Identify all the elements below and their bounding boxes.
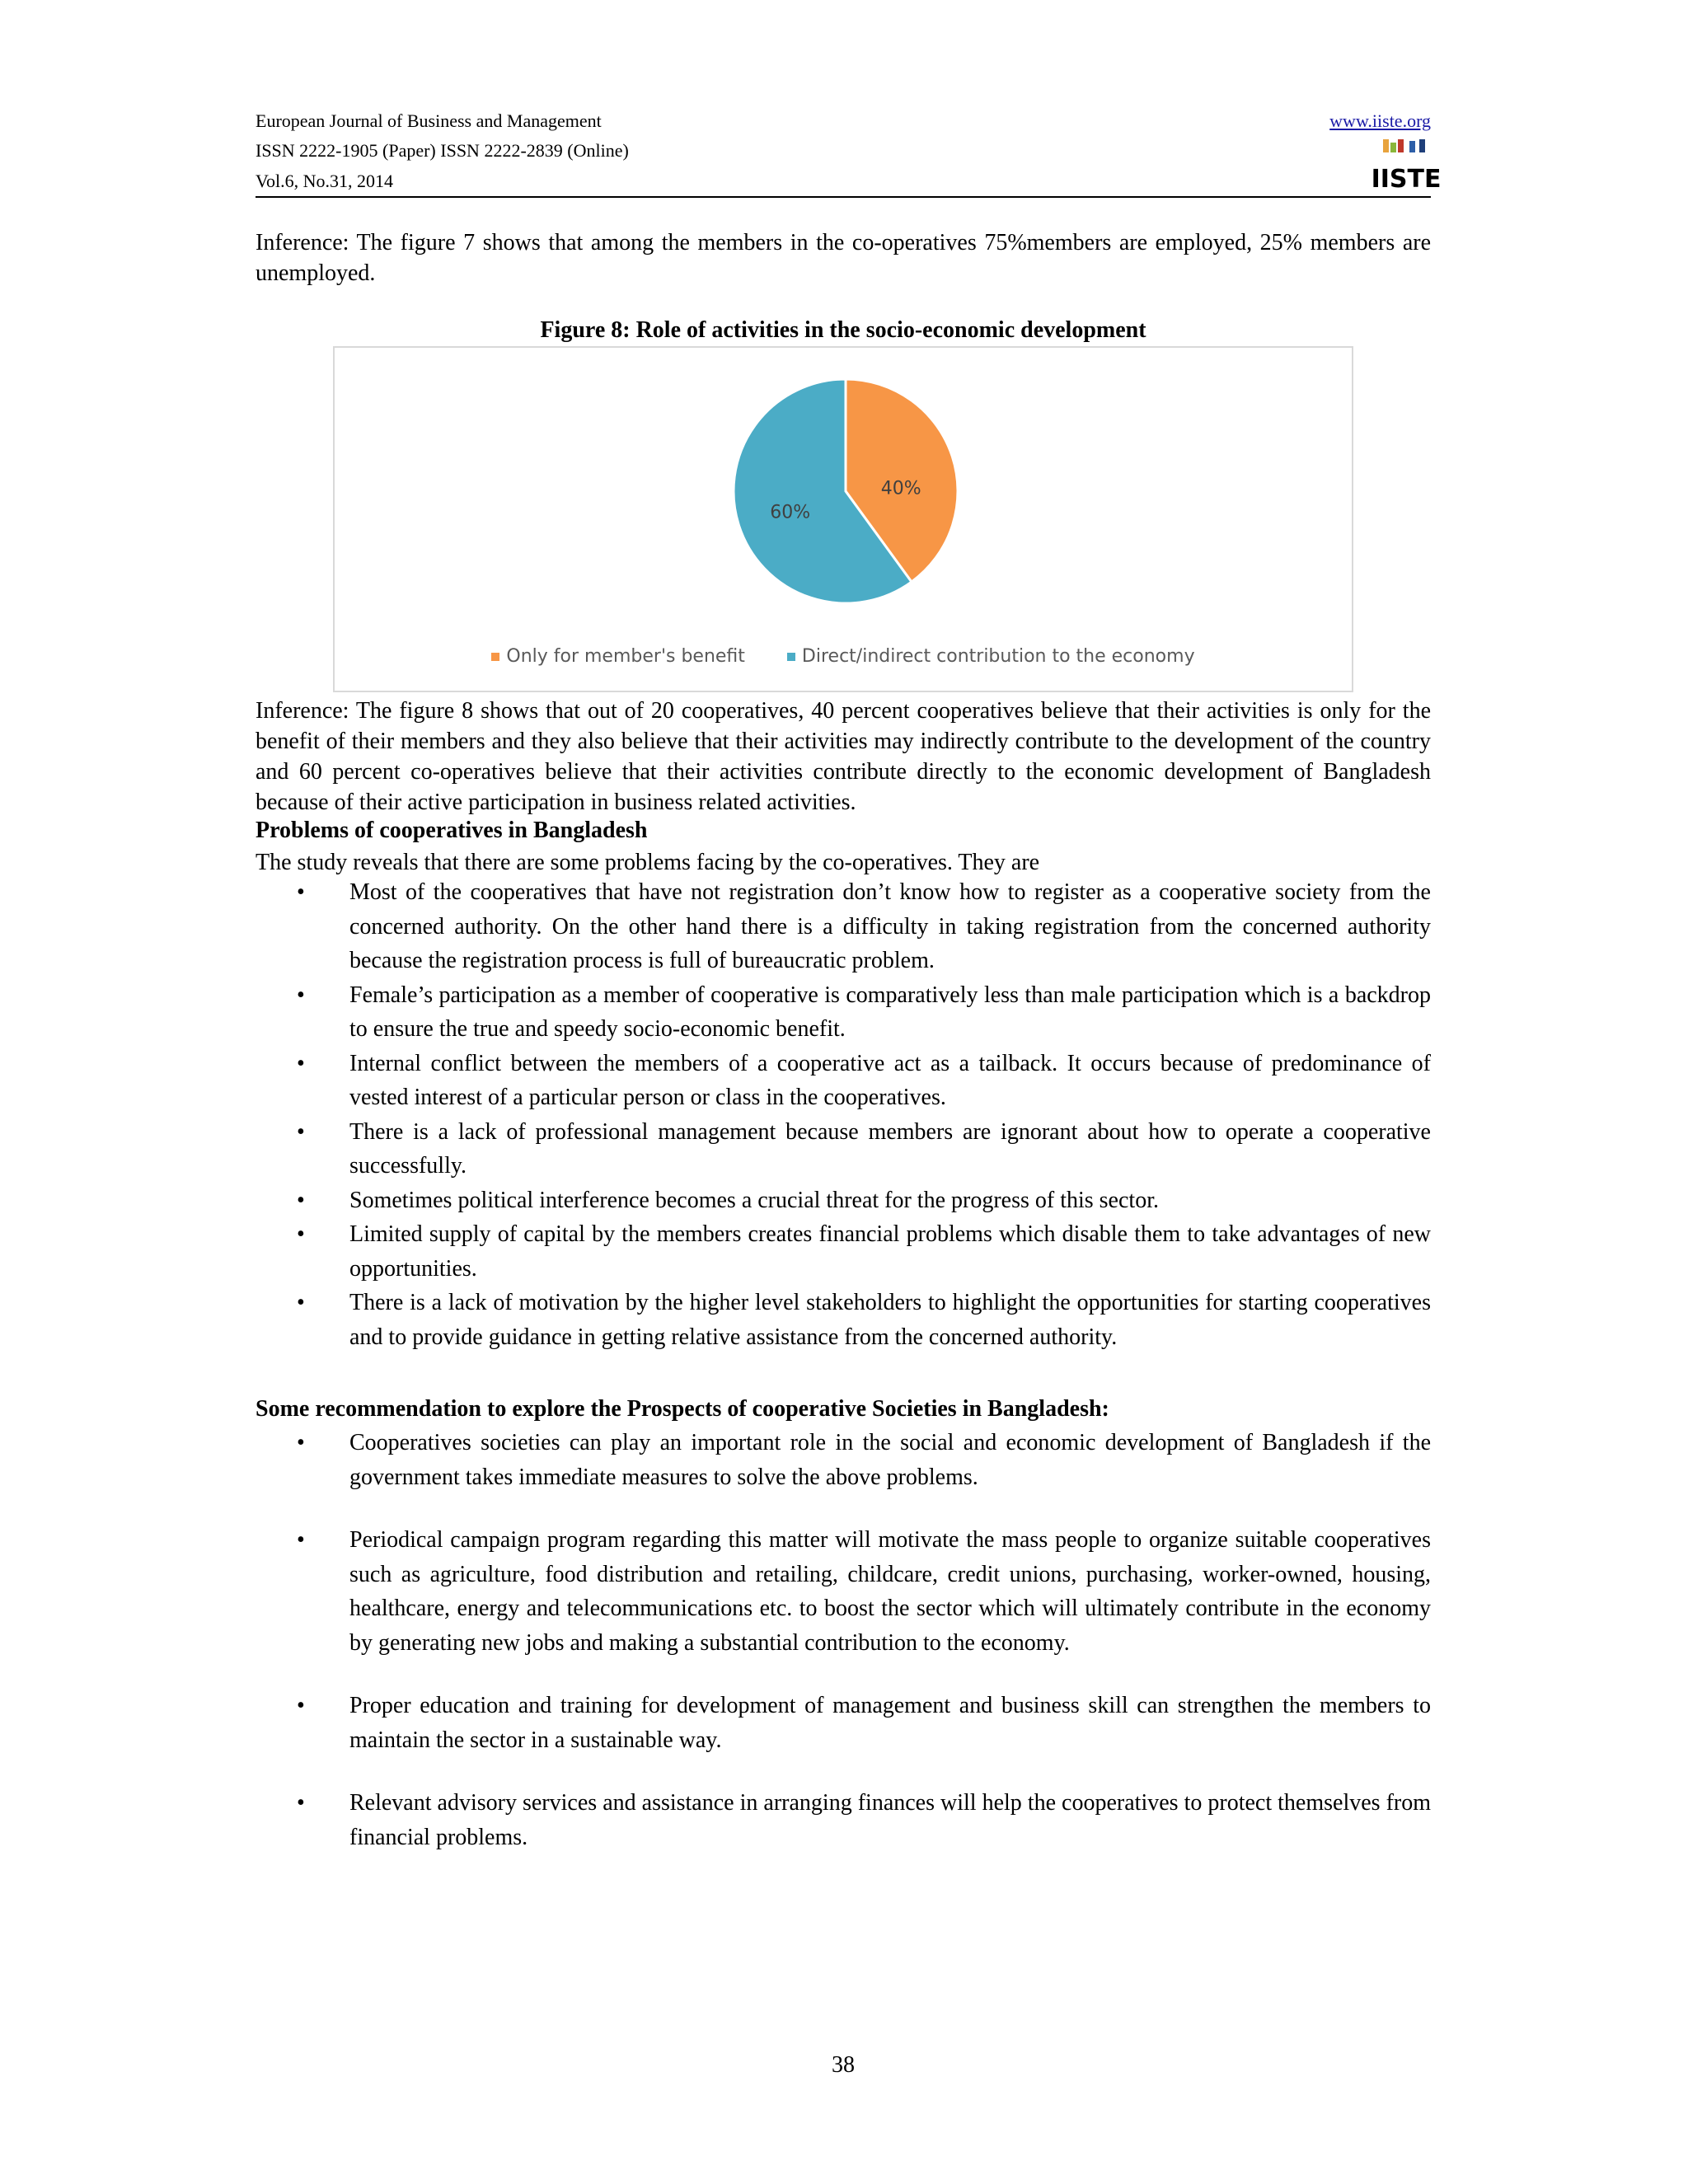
- recommendation-text: Periodical campaign program regarding this matter will motivate the mass people to organize suitable cooperatives such as agriculture, food distribution and retailing, childcare, credit unions, purchasing, worker-owned, housing, healthcare, energy and telecommunications etc. to boost the sector which will ultimately contribute in the economy by generating new jobs and making a substantial contribution to the economy.: [349, 1527, 1431, 1656]
- problems-list: [256, 875, 1431, 1354]
- pie-data-label-1: 60%: [770, 502, 811, 523]
- bullet-icon: •: [297, 1430, 305, 1455]
- legend-swatch-orange: [491, 653, 499, 661]
- header-rule: [256, 196, 1431, 198]
- list-item: [256, 1523, 1431, 1660]
- inference-figure-8: Inference: The figure 8 shows that out of 20 cooperatives, 40 percent cooperatives believe that their activities is only for the benefit of their members and they also believe that their activities may indirectly contribute to the development of the country and 60 percent co-operatives believe that their activities contribute directly to the economic development of Bangladesh because of their active participation in business related activities.: [256, 698, 1431, 815]
- bullet-icon: •: [297, 1693, 305, 1718]
- legend-item-member-benefit: [491, 646, 745, 667]
- problem-text: There is a lack of professional management because members are ignorant about how to operate a cooperative successfully.: [349, 1118, 1431, 1179]
- pie-chart: [335, 348, 1352, 628]
- iiste-logo-icon: [1371, 138, 1442, 194]
- website-link[interactable]: www.iiste.org: [1329, 110, 1431, 131]
- figure-title: Figure 8: Role of activities in the socio-economic development: [540, 317, 1146, 343]
- problem-text: There is a lack of motivation by the higher level stakeholders to highlight the opportunities for starting cooperatives and to provide guidance in getting relative assistance from the concerned authority.: [349, 1290, 1431, 1350]
- list-item: [256, 1286, 1431, 1354]
- legend-label-economy-contribution: Direct/indirect contribution to the economy: [801, 646, 1195, 667]
- list-item: [256, 875, 1431, 978]
- recommendation-text: Relevant advisory services and assistance in arranging finances will help the cooperatives to protect themselves from financial problems.: [349, 1790, 1431, 1850]
- problem-text: Most of the cooperatives that have not registration don’t know how to register as a cooperative society from the concerned authority. On the other hand there is a difficulty in taking registration from the concerned authority because the registration process is full of bureaucratic problem.: [349, 879, 1431, 973]
- page-number: 38: [832, 2052, 855, 2078]
- recommendations-heading: Some recommendation to explore the Prospects of cooperative Societies in Bangladesh:: [256, 1396, 1109, 1422]
- problem-text: Sometimes political interference becomes a crucial threat for the progress of this sector.: [349, 1187, 1159, 1213]
- issn-text: ISSN 2222-1905 (Paper) ISSN 2222-2839 (Online): [256, 140, 629, 161]
- legend-swatch-blue: [787, 653, 795, 661]
- recommendation-text: Proper education and training for development of management and business skill can strengthen the members to maintain the sector in a sustainable way.: [349, 1693, 1431, 1753]
- list-item: [256, 1786, 1431, 1854]
- list-item: [256, 1217, 1431, 1286]
- bullet-icon: •: [297, 1527, 305, 1553]
- pie-data-label-0: 40%: [880, 478, 921, 499]
- problems-intro: The study reveals that there are some problems facing by the co-operatives. They are: [256, 850, 1040, 875]
- figure-8-chart: [333, 346, 1353, 692]
- inference-figure-7: Inference: The figure 7 shows that among the members in the co-operatives 75%members are employed, 25% members are unemployed.: [256, 230, 1431, 286]
- problems-heading: Problems of cooperatives in Bangladesh: [256, 818, 648, 843]
- bullet-icon: •: [297, 1050, 305, 1076]
- bullet-icon: •: [297, 1118, 305, 1145]
- bullet-icon: •: [297, 982, 305, 1008]
- list-item: [256, 1047, 1431, 1115]
- problem-text: Limited supply of capital by the members creates financial problems which disable them to take advantages of new opportunities.: [349, 1221, 1431, 1282]
- bullet-icon: •: [297, 1290, 305, 1315]
- list-item: [256, 1183, 1431, 1218]
- recommendation-text: Cooperatives societies can play an important role in the social and economic development of Bangladesh if the government takes immediate measures to solve the above problems.: [349, 1430, 1431, 1490]
- list-item: [256, 1115, 1431, 1183]
- recommendations-list: [256, 1426, 1431, 1854]
- volume-text: Vol.6, No.31, 2014: [256, 171, 394, 191]
- bullet-icon: •: [297, 1221, 305, 1247]
- list-item: [256, 1426, 1431, 1494]
- problem-text: Internal conflict between the members of a cooperative act as a tailback. It occurs because of predominance of vested interest of a particular person or class in the cooperatives.: [349, 1050, 1431, 1110]
- journal-name: European Journal of Business and Management: [256, 110, 602, 131]
- legend-item-economy-contribution: [787, 646, 1195, 667]
- problem-text: Female’s participation as a member of cooperative is comparatively less than male participation which is a backdrop to ensure the true and speedy socio-economic benefit.: [349, 982, 1431, 1042]
- bullet-icon: •: [297, 879, 305, 905]
- list-item: [256, 1689, 1431, 1757]
- logo-text: IISTE: [1371, 165, 1442, 194]
- list-item: [256, 978, 1431, 1047]
- bullet-icon: •: [297, 1187, 305, 1213]
- chart-legend: [335, 646, 1352, 667]
- legend-label-member-benefit: Only for member's benefit: [506, 646, 745, 667]
- bullet-icon: •: [297, 1790, 305, 1816]
